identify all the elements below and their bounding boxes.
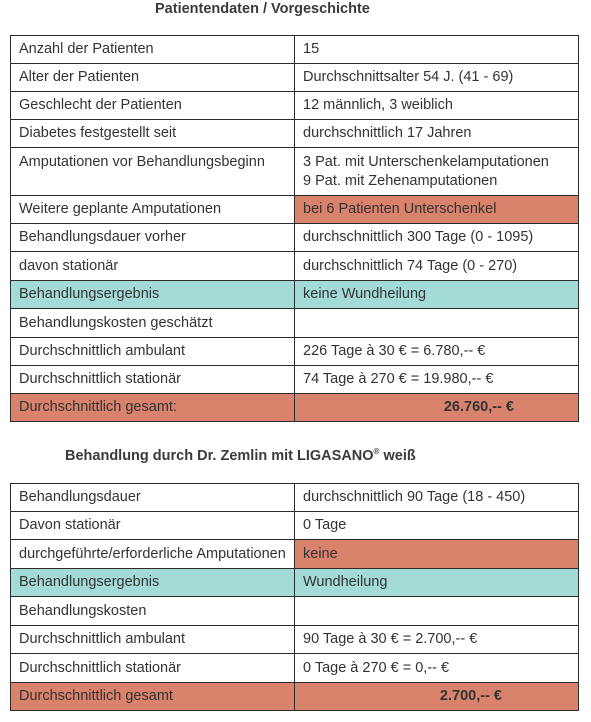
row-value [295, 148, 579, 196]
row-value-line: 9 Pat. mit Zehenamputationen [303, 173, 498, 189]
row-label: Durchschnittlich ambulant [11, 338, 295, 366]
table-row [11, 64, 579, 92]
table-row [11, 196, 579, 224]
table-row [11, 540, 579, 569]
table-row [11, 309, 579, 338]
row-value: durchschnittlich 300 Tage (0 - 1095) [295, 224, 579, 252]
table-row [11, 654, 579, 683]
table-row [11, 281, 579, 309]
row-label: Amputationen vor Behandlungsbeginn [11, 148, 295, 196]
patient-history-table [10, 35, 579, 422]
section-title-patient-history: Patientendaten / Vorgeschichte [155, 1, 370, 17]
row-label: davon stationär [11, 252, 295, 281]
table-row [11, 252, 579, 281]
row-label: Behandlungsdauer [11, 484, 295, 512]
row-value: 226 Tage à 30 € = 6.780,-- € [295, 338, 579, 366]
title-text: Behandlung durch Dr. Zemlin mit LIGASANO [65, 448, 374, 464]
row-value: 15 [295, 36, 579, 64]
row-value-line: 3 Pat. mit Unterschenkelamputationen [303, 154, 549, 170]
section-title-treatment [65, 448, 416, 464]
row-label: Behandlungsergebnis [11, 569, 295, 597]
row-label: Geschlecht der Patienten [11, 92, 295, 120]
total-value: 26.760,-- € [295, 394, 579, 422]
row-label: Durchschnittlich gesamt [11, 683, 295, 711]
table-row [11, 92, 579, 120]
row-label: Behandlungsdauer vorher [11, 224, 295, 252]
table-row-total [11, 683, 579, 711]
table-row [11, 597, 579, 626]
table-row [11, 148, 579, 196]
row-value: 12 männlich, 3 weiblich [295, 92, 579, 120]
row-label: Davon stationär [11, 512, 295, 540]
row-value: durchschnittlich 90 Tage (18 - 450) [295, 484, 579, 512]
row-value: 0 Tage [295, 512, 579, 540]
table-row [11, 569, 579, 597]
row-label: Alter der Patienten [11, 64, 295, 92]
row-value: Durchschnittsalter 54 J. (41 - 69) [295, 64, 579, 92]
table-row [11, 366, 579, 394]
row-label: Durchschnittlich gesamt: [11, 394, 295, 422]
table-row [11, 626, 579, 654]
table-row [11, 484, 579, 512]
row-label: durchgeführte/erforderliche Amputationen [11, 540, 295, 569]
row-value: 74 Tage à 270 € = 19.980,-- € [295, 366, 579, 394]
row-label: Behandlungskosten [11, 597, 295, 626]
row-label: Behandlungskosten geschätzt [11, 309, 295, 338]
row-label: Diabetes festgestellt seit [11, 120, 295, 148]
row-value: 0 Tage à 270 € = 0,-- € [295, 654, 579, 683]
row-label: Behandlungsergebnis [11, 281, 295, 309]
row-value: keine Wundheilung [295, 281, 579, 309]
row-label: Durchschnittlich ambulant [11, 626, 295, 654]
row-label: Durchschnittlich stationär [11, 366, 295, 394]
row-label: Weitere geplante Amputationen [11, 196, 295, 224]
row-value [295, 309, 579, 338]
row-value: durchschnittlich 74 Tage (0 - 270) [295, 252, 579, 281]
treatment-table [10, 483, 579, 711]
title-text-end: weiß [379, 448, 416, 464]
table-row-total [11, 394, 579, 422]
table-row [11, 338, 579, 366]
row-value [295, 597, 579, 626]
row-value: keine [295, 540, 579, 569]
table-row [11, 120, 579, 148]
table-row [11, 224, 579, 252]
row-value: bei 6 Patienten Unterschenkel [295, 196, 579, 224]
row-value: 90 Tage à 30 € = 2.700,-- € [295, 626, 579, 654]
table-row [11, 512, 579, 540]
total-value: 2.700,-- € [295, 683, 579, 711]
row-value: Wundheilung [295, 569, 579, 597]
row-label: Durchschnittlich stationär [11, 654, 295, 683]
row-value: durchschnittlich 17 Jahren [295, 120, 579, 148]
registered-mark: ® [373, 447, 380, 457]
row-label: Anzahl der Patienten [11, 36, 295, 64]
table-row [11, 36, 579, 64]
